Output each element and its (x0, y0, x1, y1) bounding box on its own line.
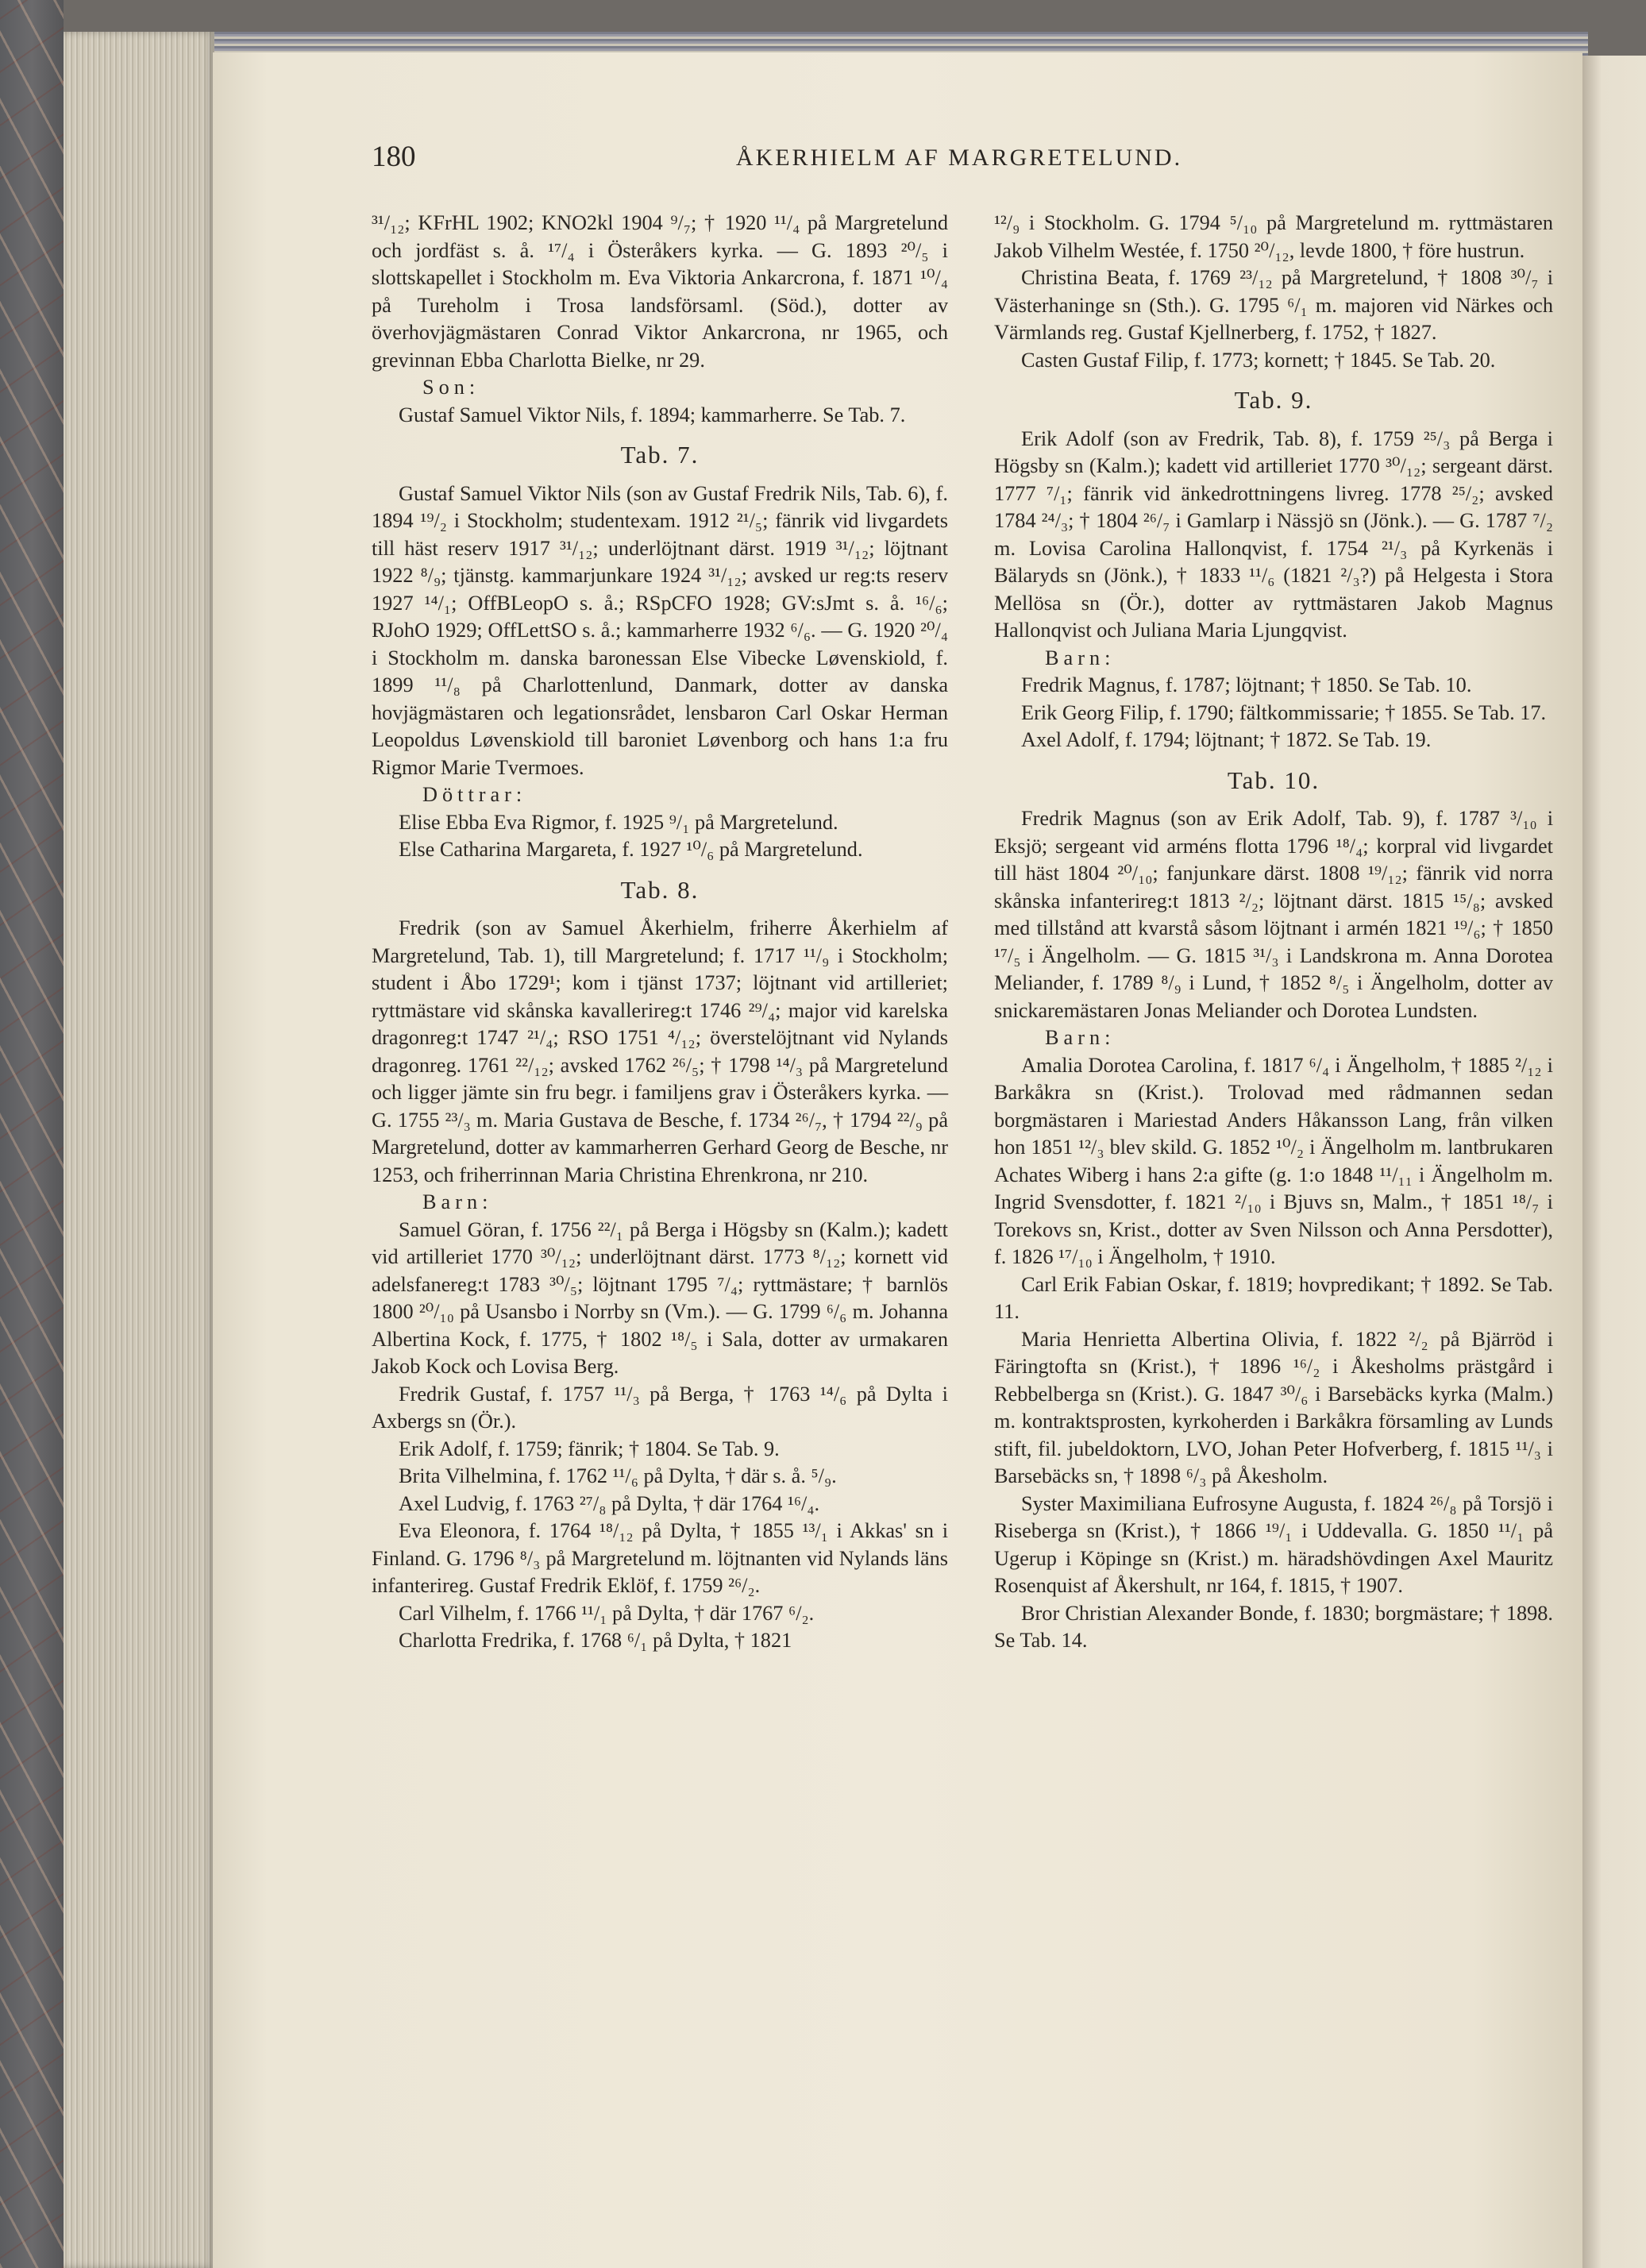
genealogy-entry: Maria Henrietta Albertina Olivia, f. 1822 ²/₂ på Bjärröd i Färingtofta sn (Krist.), † 1896 ¹⁶/₂ i Åkesholms prästgård i Rebbelberga sn (Krist.). G. 1847 ³⁰/₆ i Barsebäcks kyrka (Malm.) m. kontraktsprosten, kyrkoherden i Barkåkra församling av Lunds stift, fil. jubeldoktorn, LVO, Johan Peter Hofverberg, f. 1815 ¹¹/₃ i Barsebäcks sn, † 1898 ⁶/₃ på Åkesholm. (994, 1327, 1553, 1487)
genealogy-entry: Erik Georg Filip, f. 1790; fältkommissarie; † 1855. Se Tab. 17. (1021, 700, 1547, 724)
genealogy-entry: Else Catharina Margareta, f. 1927 ¹⁰/₆ på Margretelund. (399, 838, 863, 861)
genealogy-entry: Carl Erik Fabian Oskar, f. 1819; hovpredikant; † 1892. Se Tab. 11. (994, 1272, 1553, 1323)
genealogy-entry: Casten Gustaf Filip, f. 1773; kornett; † 1845. Se Tab. 20. (1021, 348, 1496, 372)
genealogy-entry: Erik Adolf (son av Fredrik, Tab. 8), f. 1759 ²⁵/₃ på Berga i Högsby sn (Kalm.); kadett vid artilleriet 1770 ³⁰/₁₂; sergeant därst. 1777 ⁷/₁; fänrik vid änkedrottningens livreg. 1778 ²⁵/₂; avsked 1784 ²⁴/₃; † 1804 ²⁶/₇ i Gamlarp i Nässjö sn (Jönk.). — G. 1787 ⁷/₂ m. Lovisa Carolina Hallonqvist, f. 1754 ²¹/₃ på Kyrkenäs i Bälaryds sn (Jönk.), † 1833 ¹¹/₆ (1821 ²/₃?) på Helgesta i Stora Mellösa sn (Ör.), dotter av ryttmästaren Jakob Magnus Hallonqvist och Juliana Maria Ljungqvist. (994, 426, 1553, 642)
genealogy-entry: Eva Eleonora, f. 1764 ¹⁸/₁₂ på Dylta, † 1855 ¹³/₁ i Akkas' sn i Finland. G. 1796 ⁸/₃ på Margretelund m. löjtnanten vid Nylands läns infanterireg. Gustaf Fredrik Eklöf, f. 1759 ²⁶/₂. (372, 1519, 948, 1597)
genealogy-entry: Fredrik Magnus (son av Erik Adolf, Tab. 9), f. 1787 ³/₁₀ i Eksjö; sergeant vid arméns flotta 1796 ¹⁸/₄; korpral vid livgardet till häst 1804 ²⁰/₁₀; fanjunkare därst. 1808 ¹⁹/₁₂; fänrik vid norra skånska infanterireg:t 1813 ²/₂; löjtnant därst. 1815 ¹⁵/₈; avsked med tillstånd att kvarstå såsom löjtnant i armén 1821 ¹⁹/₆; † 1850 ¹⁷/₅ i Ängelholm. — G. 1815 ³¹/₃ i Landskrona m. Anna Dorotea Meliander, f. 1789 ⁸/₉ i Lund, † 1852 ⁸/₅ i Ängelholm, dotter av snickaremästaren Jonas Meliander och Dorotea Lundsten. (994, 807, 1553, 1022)
genealogy-entry: Amalia Dorotea Carolina, f. 1817 ⁶/₄ i Ängelholm, † 1885 ²/₁₂ i Barkåkra sn (Krist.). Trolovad med rådmannen sedan borgmästaren i Mariestad Anders Håkansson Lang, från vilken hon 1851 ¹²/₃ blev skild. G. 1852 ¹⁰/₂ i Ängelholm m. lantbrukaren Achates Wiberg i hans 2:a gifte (g. 1:o 1848 ¹¹/₁₁ i Ängelholm m. Ingrid Svensdotter, f. 1821 ²/₁₀ i Bjuvs sn, Malm., † 1851 ¹⁸/₇ i Torekovs sn, Krist., dotter av Sven Nilsson och Anna Persdotter), f. 1826 ¹⁷/₁₀ i Ängelholm, † 1910. (994, 1053, 1553, 1268)
right-column (994, 210, 1553, 1655)
section-subheading: Son: (422, 376, 480, 399)
page-header (372, 140, 1547, 187)
genealogy-entry: Charlotta Fredrika, f. 1768 ⁶/₁ på Dylta, † 1821 (399, 1629, 792, 1652)
genealogy-entry: Elise Ebba Eva Rigmor, f. 1925 ⁹/₁ på Margretelund. (399, 810, 838, 834)
genealogy-entry: ³¹/₁₂; KFrHL 1902; KNO2kl 1904 ⁹/₇; † 1920 ¹¹/₄ på Margretelund och jordfäst s. å. ¹⁷/₄ i Österåkers kyrka. — G. 1893 ²⁰/₅ i slottskapellet i Stockholm m. Eva Viktoria Ankarcrona, f. 1871 ¹⁰/₄ på Tureholm i Trosa landsförsaml. (Söd.), dotter av överhovjägmästaren Conrad Viktor Ankarcrona, nr 1965, och grevinnan Ebba Charlotta Bielke, nr 29. (372, 211, 948, 372)
genealogy-entry: Christina Beata, f. 1769 ²³/₁₂ på Margretelund, † 1808 ³⁰/₇ i Västerhaninge sn (Sth.). G. 1795 ⁶/₁ m. majoren vid Närkes och Värmlands reg. Gustaf Kjellnerberg, f. 1752, † 1827. (994, 266, 1553, 344)
left-column (372, 210, 948, 1655)
genealogy-entry: Syster Maximiliana Eufrosyne Augusta, f. 1824 ²⁶/₈ på Torsjö i Riseberga sn (Krist.), † 1866 ¹⁹/₁ i Uddevalla. G. 1850 ¹¹/₁ på Ugerup i Köpinge sn (Krist.) m. häradshövdingen Axel Mauritz Rosenquist af Åkershult, nr 164, f. 1815, † 1907. (994, 1491, 1553, 1597)
running-head: ÅKERHIELM AF MARGRETELUND. (735, 145, 1183, 171)
genealogy-entry: Axel Adolf, f. 1794; löjtnant; † 1872. Se Tab. 19. (1021, 728, 1432, 751)
section-subheading: Barn: (422, 1190, 493, 1213)
genealogy-entry: Samuel Göran, f. 1756 ²²/₁ på Berga i Högsby sn (Kalm.); kadett vid artilleriet 1770 ³⁰/₁₂; underlöjtnant därst. 1773 ⁸/₁₂; kornett vid adelsfanereg:t 1783 ³⁰/₅; löjtnant 1795 ⁷/₄; ryttmästare; † barnlös 1800 ²⁰/₁₀ på Usansbo i Norrby sn (Vm.). — G. 1799 ⁶/₆ m. Johanna Albertina Kock, f. 1775, † 1802 ¹⁸/₅ i Sala, dotter av urmakaren Jakob Kock och Lovisa Berg. (372, 1217, 948, 1378)
table-heading: Tab. 9. (1234, 386, 1313, 414)
page-number: 180 (372, 141, 416, 173)
genealogy-entry: Gustaf Samuel Viktor Nils (son av Gustaf Fredrik Nils, Tab. 6), f. 1894 ¹⁹/₂ i Stockholm; studentexam. 1912 ²¹/₅; fänrik vid livgardets till häst reserv 1917 ³¹/₁₂; underlöjtnant därst. 1919 ³¹/₁₂; löjtnant 1922 ⁸/₉; tjänstg. kammarjunkare 1924 ³¹/₁₂; avsked ur reg:ts reserv 1927 ¹⁴/₁; OffBLeopO s. å.; RSpCFO 1928; GV:sJmt s. å. ¹⁶/₆; RJohO 1929; OffLettSO s. å.; kammarherre 1932 ⁶/₆. — G. 1920 ²⁰/₄ i Stockholm m. danska baronessan Else Vibecke Løvenskiold, f. 1899 ¹¹/₈ på Charlottenlund, Danmark, dotter av danska hovjägmästaren och legationsrådet, lensbaron Carl Oskar Herman Leopoldus Løvenskiold till baroniet Løvenborg och hans 1:a fru Rigmor Marie Tvermoes. (372, 481, 948, 779)
genealogy-entry: Gustaf Samuel Viktor Nils, f. 1894; kammarherre. Se Tab. 7. (399, 403, 906, 426)
genealogy-entry: Fredrik Magnus, f. 1787; löjtnant; † 1850. Se Tab. 10. (1021, 673, 1472, 696)
page-stack-left-edge (64, 32, 214, 2268)
section-subheading: Döttrar: (422, 783, 527, 806)
genealogy-entry: Fredrik (son av Samuel Åkerhielm, friherre Åkerhielm af Margretelund, Tab. 1), till Margretelund; f. 1717 ¹¹/₉ i Stockholm; student i Åbo 1729¹; kom i tjänst 1737; löjtnant vid artilleriet; ryttmästare vid skånska kavallerireg:t 1746 ²⁹/₄; major vid karelska dragonreg:t 1747 ²¹/₄; RSO 1751 ⁴/₁₂; överstelöjtnant vid Nylands dragonreg. 1761 ²²/₁₂; avsked 1762 ²⁶/₅; † 1798 ¹⁴/₃ på Margretelund och ligger jämte sin fru begr. i familjens grav i Österåkers kyrka. — G. 1755 ²³/₃ m. Maria Gustava de Besche, f. 1734 ²⁶/₇, † 1794 ²²/₉ på Margretelund, dotter av kammarherren Gerhard Georg de Besche, nr 1253, och friherrinnan Maria Christina Ehrenkrona, nr 210. (372, 916, 948, 1186)
genealogy-entry: Bror Christian Alexander Bonde, f. 1830; borgmästare; † 1898. Se Tab. 14. (994, 1601, 1553, 1652)
table-heading: Tab. 8. (620, 875, 700, 904)
section-subheading: Barn: (1045, 646, 1116, 669)
table-heading: Tab. 7. (620, 441, 700, 469)
genealogy-entry: Fredrik Gustaf, f. 1757 ¹¹/₃ på Berga, † 1763 ¹⁴/₆ på Dylta i Axbergs sn (Ör.). (372, 1382, 948, 1433)
section-subheading: Barn: (1045, 1026, 1116, 1049)
facing-page-edge (1582, 56, 1646, 2268)
genealogy-entry: Erik Adolf, f. 1759; fänrik; † 1804. Se Tab. 9. (399, 1437, 780, 1460)
genealogy-entry: Brita Vilhelmina, f. 1762 ¹¹/₆ på Dylta, † där s. å. ⁵/₉. (399, 1464, 837, 1487)
table-heading: Tab. 10. (1227, 766, 1320, 794)
genealogy-entry: ¹²/₉ i Stockholm. G. 1794 ⁵/₁₀ på Margretelund m. ryttmästaren Jakob Vilhelm Westée, f. 1750 ²⁰/₁₂, levde 1800, † före hustrun. (994, 211, 1553, 262)
marbled-endpaper (0, 0, 64, 2268)
genealogy-entry: Carl Vilhelm, f. 1766 ¹¹/₁ på Dylta, † där 1767 ⁶/₂. (399, 1601, 815, 1625)
genealogy-entry: Axel Ludvig, f. 1763 ²⁷/₈ på Dylta, † där 1764 ¹⁶/₄. (399, 1491, 820, 1515)
